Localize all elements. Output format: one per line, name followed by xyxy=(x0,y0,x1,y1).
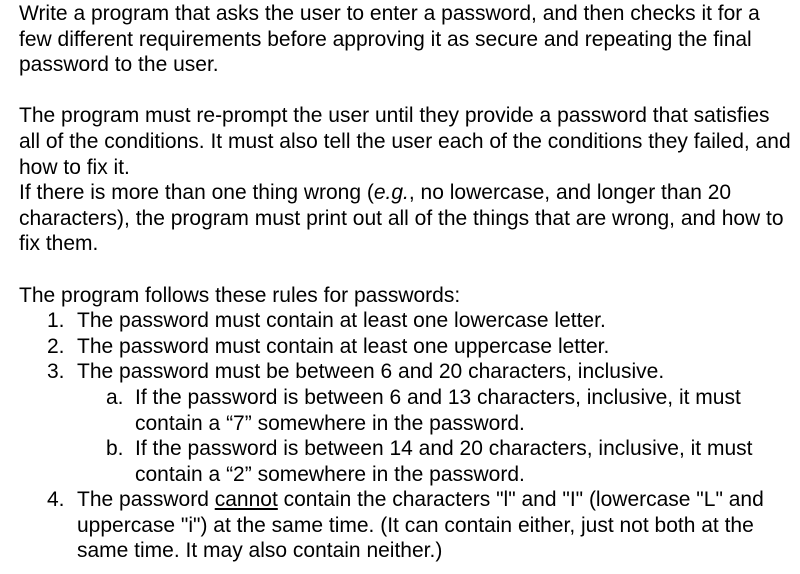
assignment-document xyxy=(19,1,795,564)
rule-number: 1. xyxy=(47,309,65,333)
rule-text: The password must contain at least one lowercase letter. xyxy=(77,309,606,333)
rule-number: 3. xyxy=(47,360,65,384)
subrule-item-b xyxy=(77,436,795,487)
subrule-letter: b. xyxy=(106,437,124,461)
rule-text xyxy=(77,488,764,562)
rules-list xyxy=(19,308,795,564)
eg-abbreviation: e.g. xyxy=(373,181,409,205)
rule-item-2 xyxy=(19,334,795,360)
multiple-errors-paragraph xyxy=(19,180,795,257)
rule-item-4 xyxy=(19,487,795,564)
multiple-errors-text-end: , no lowercase, and longer than 20 characters), the program must print out all of the things that are wrong, and how to fix them. xyxy=(19,181,784,256)
rule-text-start: The password xyxy=(77,488,215,512)
subrule-text: If the password is between 6 and 13 characters, inclusive, it must contain a “7” somewhere in the password. xyxy=(135,385,741,435)
rule-text: The password must be between 6 and 20 characters, inclusive. xyxy=(77,360,665,384)
rules-intro: The program follows these rules for passwords: xyxy=(19,283,461,307)
subrule-letter: a. xyxy=(106,385,124,409)
rule-item-1 xyxy=(19,308,795,334)
subrule-text: If the password is between 14 and 20 characters, inclusive, it must contain a “2” somewhere in the password. xyxy=(135,437,753,486)
rule-item-3 xyxy=(19,359,795,487)
multiple-errors-text-start: If there is more than one thing wrong ( xyxy=(19,181,374,205)
subrule-item-a xyxy=(77,385,795,436)
paragraph-spacer xyxy=(19,257,795,283)
rule-text-end: contain the characters "l" and "I" (lowercase "L" and uppercase "i") at the same time. (It can contain either, just not both at the same time. It may also contain neither.) xyxy=(77,488,764,563)
reprompt-paragraph: The program must re-prompt the user until they provide a password that satisfies all of the conditions. It must also tell the user each of the conditions they failed, and how to fix it. xyxy=(19,104,791,179)
paragraph-spacer xyxy=(19,78,795,104)
rule-number: 4. xyxy=(47,488,65,512)
rule-text: The password must contain at least one uppercase letter. xyxy=(77,334,610,358)
rule-number: 2. xyxy=(47,334,65,358)
intro-paragraph: Write a program that asks the user to enter a password, and then checks it for a few different requirements before approving it as secure and repeating the final password to the user. xyxy=(19,2,760,77)
cannot-emphasis: cannot xyxy=(214,488,278,512)
length-subrules-list xyxy=(77,385,795,487)
